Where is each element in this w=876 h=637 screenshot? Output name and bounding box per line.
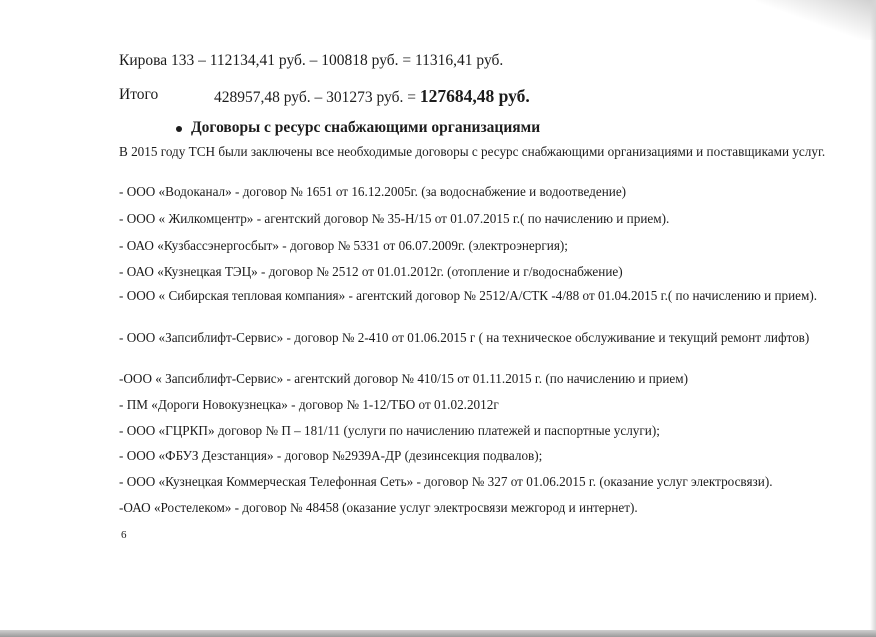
contract-item: - ООО «Запсиблифт-Сервис» - договор № 2-410 от 01.06.2015 г ( на техническое обслуживание и текущий ремонт лифтов) [119, 330, 810, 345]
contract-item: -ОАО «Ростелеком» - договор № 48458 (оказание услуг электросвязи межгород и интернет). [119, 500, 638, 515]
page-number: 6 [121, 529, 127, 541]
contract-item: - ПМ «Дороги Новокузнецка» - договор № 1-12/ТБО от 01.02.2012г [119, 397, 499, 412]
contract-item: - ОАО «Кузнецкая ТЭЦ» - договор № 2512 от 01.01.2012г. (отопление и г/водоснабжение) [119, 264, 623, 279]
contract-item: - ООО «ГЦРКП» договор № П – 181/11 (услуги по начислению платежей и паспортные услуги); [119, 423, 660, 438]
scan-bottom-edge [0, 630, 876, 637]
total-values-text: 428957,48 руб. – 301273 руб. = [214, 89, 420, 106]
contract-item: - ОАО «Кузбассэнергосбыт» - договор № 5331 от 06.07.2009г. (электроэнергия); [119, 238, 568, 253]
contract-item: - ООО « Жилкомцентр» - агентский договор № 35-Н/15 от 01.07.2015 г.( по начислению и прием). [119, 211, 670, 226]
contract-item: - ООО «Кузнецкая Коммерческая Телефонная Сеть» - договор № 327 от 01.06.2015 г. (оказание услуг электросвязи). [119, 474, 773, 489]
kirova-line: Кирова 133 – 112134,41 руб. – 100818 руб. = 11316,41 руб. [119, 52, 504, 69]
total-result: 127684,48 руб. [419, 86, 530, 106]
section-heading-text: Договоры с ресурс снабжающими организациями [191, 119, 541, 136]
intro-paragraph: В 2015 году ТСН были заключены все необходимые договоры с ресурс снабжающими организациями и поставщиками услуг. [119, 144, 826, 159]
contract-item: - ООО «Водоканал» - договор № 1651 от 16.12.2005г. (за водоснабжение и водоотведение) [119, 184, 627, 199]
contract-item: - ООО « Сибирская тепловая компания» - агентский договор № 2512/А/СТК -4/88 от 01.04.2015 г.( по начислению и прием). [119, 288, 818, 303]
total-values [214, 86, 530, 107]
scan-right-edge [870, 0, 876, 637]
section-heading [173, 119, 540, 137]
contract-item: - ООО «ФБУЗ Дезстанция» - договор №2939А-ДР (дезинсекция подвалов); [119, 448, 543, 463]
total-label: Итого [119, 86, 159, 103]
scan-corner-shade [756, 0, 876, 40]
contract-item: -ООО « Запсиблифт-Сервис» - агентский договор № 410/15 от 01.11.2015 г. (по начислению и прием) [119, 371, 689, 386]
